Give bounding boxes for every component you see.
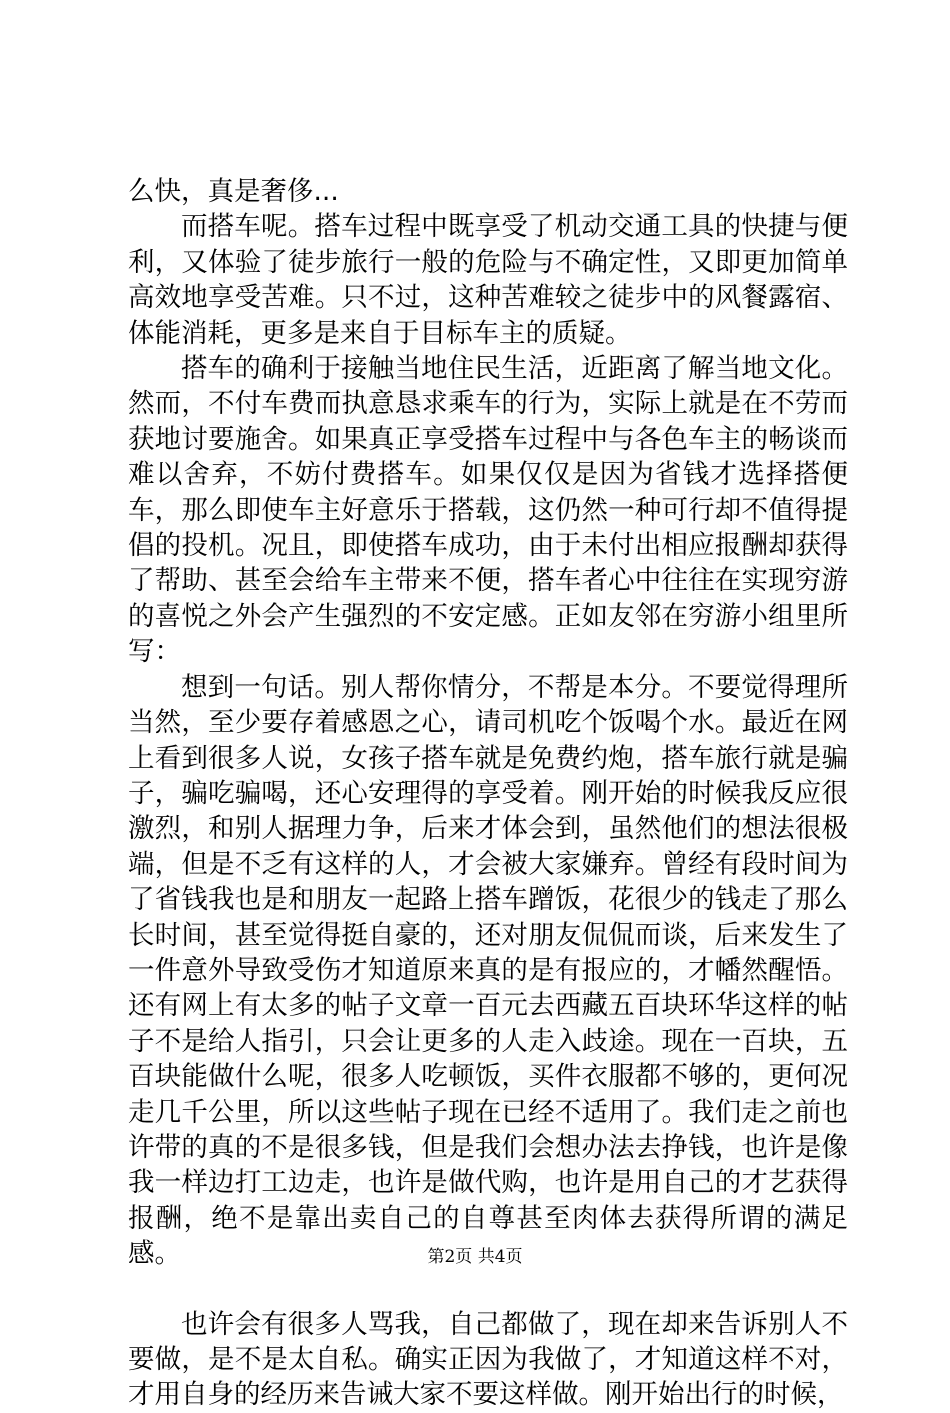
paragraph-continuation: 么快，真是奢侈... — [128, 176, 339, 207]
paragraph-quoted-post: 想到一句话。别人帮你情分，不帮是本分。不要觉得理所当然，至少要存着感恩之心，请司机吃个饭喝个水。最近在网上看到很多人说，女孩子搭车就是免费约炮，搭车旅行就是骗子，骗吃骗喝，还心安理得的享受着。刚开始的时候我反应很激烈，和别人据理力争，后来才体会到，虽然他们的想法很极端，但是不乏有这样的人，才会被大家嫌弃。曾经有段时间为了省钱我也是和朋友一起路上搭车蹭饭，花很少的钱走了那么长时间，甚至觉得挺自豪的，还对朋友侃侃而谈，后来发生了一件意外导致受伤才知道原来真的是有报应的，才幡然醒悟。还有网上有太多的帖子文章一百元去西藏五百块环华这样的帖子不是给人指引，只会让更多的人走入歧途。现在一百块，五百块能做什么呢，很多人吃顿饭，买件衣服都不够的，更何况走几千公里，所以这些帖子现在已经不适用了。我们走之前也许带的真的不是很多钱，但是我们会想办法去挣钱，也许是像我一样边打工边走，也许是做代购，也许是用自己的才艺获得报酬，绝不是靠出卖自己的自尊甚至肉体去获得所谓的满足感。 — [128, 671, 848, 1270]
paragraph-self-reflection: 也许会有很多人骂我，自己都做了，现在却来告诉别人不要做，是不是太自私。确实正因为我做了，才知道这样不对，才用自身的经历来告诫大家不要这样做。刚开始出行的时候， — [128, 1308, 848, 1411]
paragraph-hitchhiking-experience: 而搭车呢。搭车过程中既享受了机动交通工具的快捷与便利，又体验了徒步旅行一般的危险与不确定性，又即更加简单高效地享受苦难。只不过，这种苦难较之徒步中的风餐露宿、体能消耗，更多是来自于目标车主的质疑。 — [128, 211, 848, 349]
page-number-footer: 第2页 共4页 — [427, 1247, 523, 1267]
paragraph-hitchhiking-ethics: 搭车的确利于接触当地住民生活，近距离了解当地文化。然而，不付车费而执意恳求乘车的行为，实际上就是在不劳而获地讨要施舍。如果真正享受搭车过程中与各色车主的畅谈而难以舍弃，不妨付费搭车。如果仅仅是因为省钱才选择搭便车，那么即使车主好意乐于搭载，这仍然一种可行却不值得提倡的投机。况且，即使搭车成功，由于未付出相应报酬却获得了帮助、甚至会给车主带来不便，搭车者心中往往在实现穷游的喜悦之外会产生强烈的不安定感。正如友邻在穷游小组里所写： — [128, 353, 848, 668]
document-body — [128, 174, 848, 1413]
